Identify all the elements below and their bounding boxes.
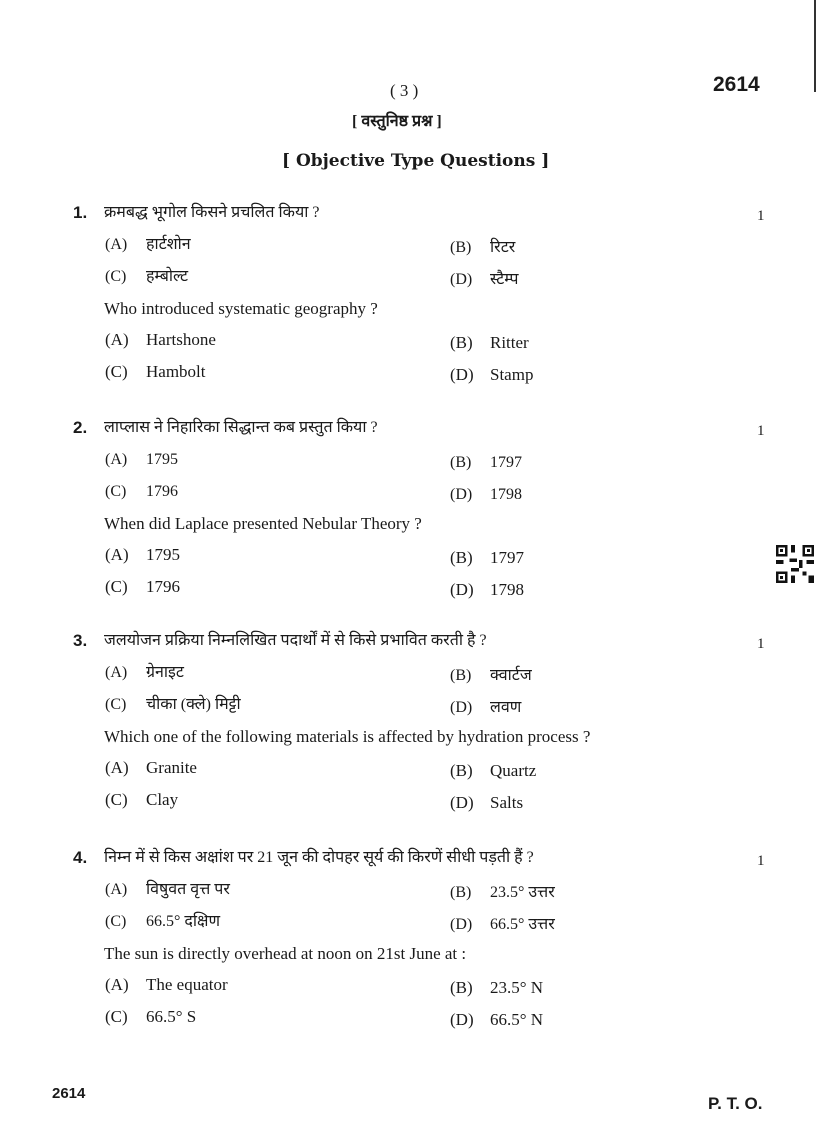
hindi-options-row (0, 695, 827, 717)
question-marks: 1 (757, 423, 765, 439)
option-label: (B) (450, 333, 473, 352)
hindi-options-row (0, 235, 827, 257)
option-text: 23.5° N (490, 978, 544, 997)
hindi-options-row (0, 267, 827, 289)
option-text: 66.5° N (490, 1010, 544, 1029)
hindi-options-row (0, 482, 827, 504)
option-text: Hambolt (146, 362, 206, 381)
question-number: 1. (73, 203, 88, 222)
option-text: लवण (490, 699, 522, 716)
question-hindi-row (0, 631, 827, 653)
hindi-options-row (0, 663, 827, 685)
option-text: Stamp (490, 365, 534, 384)
question-number: 3. (73, 631, 88, 650)
option-text: क्वार्टज (490, 667, 532, 684)
option-label: (D) (450, 1010, 474, 1029)
page-number: ( 3 ) (390, 81, 419, 100)
option-text: 1796 (146, 483, 178, 500)
option-text: Clay (146, 790, 179, 809)
question-text-hindi: जलयोजन प्रक्रिया निम्नलिखित पदार्थों में से किसे प्रभावित करती है ? (104, 632, 487, 649)
option-label: (A) (105, 236, 128, 253)
option-text: Hartshone (146, 330, 216, 349)
option-text: 66.5° S (146, 1007, 197, 1026)
option-label: (A) (105, 881, 128, 898)
question-marks: 1 (757, 208, 765, 224)
qr-code-icon (775, 545, 815, 583)
english-options-row (0, 975, 827, 997)
option-text: विषुवत वृत्त पर (146, 881, 230, 898)
question-hindi-row (0, 203, 827, 225)
option-text: 1798 (490, 486, 522, 503)
section-heading-hindi: [ वस्तुनिष्ठ प्रश्न ] (352, 113, 442, 130)
option-label: (C) (105, 577, 128, 596)
english-options-row (0, 577, 827, 599)
option-label: (A) (105, 451, 128, 468)
question-english-row (0, 299, 827, 321)
option-text: Granite (146, 758, 197, 777)
option-text: Ritter (490, 333, 529, 352)
option-text: 1795 (146, 451, 178, 468)
option-label: (D) (450, 793, 474, 812)
question-text-hindi: क्रमबद्ध भूगोल किसने प्रचलित किया ? (104, 204, 320, 221)
option-text: 1797 (490, 548, 524, 567)
option-text: हार्टशोन (146, 236, 191, 253)
scan-edge-line (814, 0, 816, 92)
option-label: (D) (450, 486, 473, 503)
please-turn-over: P. T. O. (708, 1094, 763, 1113)
english-options-row (0, 758, 827, 780)
paper-code: 2614 (713, 73, 760, 96)
option-text: 66.5° दक्षिण (146, 913, 221, 930)
option-label: (C) (105, 362, 128, 381)
option-label: (C) (105, 268, 127, 285)
english-options-row (0, 790, 827, 812)
option-text: The equator (146, 975, 228, 994)
question-text-english: Who introduced systematic geography ? (104, 299, 378, 318)
option-label: (B) (450, 454, 472, 471)
option-label: (A) (105, 664, 128, 681)
option-label: (C) (105, 696, 127, 713)
question-marks: 1 (757, 853, 765, 869)
question-english-row (0, 944, 827, 966)
option-label: (D) (450, 699, 473, 716)
question-marks: 1 (757, 636, 765, 652)
option-text: 1797 (490, 454, 522, 471)
question-english-row (0, 514, 827, 536)
english-options-row (0, 362, 827, 384)
option-label: (B) (450, 667, 472, 684)
option-label: (D) (450, 916, 473, 933)
option-label: (A) (105, 975, 129, 994)
option-text: 1798 (490, 580, 524, 599)
question-text-english: The sun is directly overhead at noon on 21st June at : (104, 944, 467, 963)
hindi-options-row (0, 912, 827, 934)
question-english-row (0, 727, 827, 749)
option-label: (A) (105, 758, 129, 777)
option-text: 1795 (146, 545, 180, 564)
option-label: (D) (450, 580, 474, 599)
option-label: (C) (105, 790, 128, 809)
option-label: (A) (105, 330, 129, 349)
option-text: Salts (490, 793, 524, 812)
question-text-english: Which one of the following materials is affected by hydration process ? (104, 727, 591, 746)
footer-paper-code: 2614 (52, 1085, 86, 1102)
option-label: (D) (450, 271, 473, 288)
option-label: (B) (450, 239, 472, 256)
section-heading-english: [ Objective Type Questions ] (282, 151, 550, 171)
question-number: 2. (73, 418, 88, 437)
option-label: (B) (450, 548, 473, 567)
option-label: (B) (450, 884, 472, 901)
question-number: 4. (73, 848, 88, 867)
option-text: ग्रेनाइट (146, 664, 184, 681)
option-text: रिटर (490, 239, 516, 256)
question-text-hindi: निम्न में से किस अक्षांश पर 21 जून की दोपहर सूर्य की किरणें सीधी पड़ती हैं ? (104, 849, 534, 866)
option-text: Quartz (490, 761, 537, 780)
question-hindi-row (0, 848, 827, 870)
option-text: 66.5° उत्तर (490, 916, 555, 933)
option-label: (C) (105, 1007, 128, 1026)
question-text-english: When did Laplace presented Nebular Theory ? (104, 514, 422, 533)
option-text: स्टैम्प (490, 271, 519, 288)
option-label: (B) (450, 761, 473, 780)
option-text: 1796 (146, 577, 180, 596)
option-label: (D) (450, 365, 474, 384)
option-label: (B) (450, 978, 473, 997)
option-label: (C) (105, 483, 127, 500)
english-options-row (0, 545, 827, 567)
question-text-hindi: लाप्लास ने निहारिका सिद्धान्त कब प्रस्तुत किया ? (104, 419, 378, 436)
option-label: (A) (105, 545, 129, 564)
option-text: चीका (क्ले) मिट्टी (146, 696, 241, 713)
option-label: (C) (105, 913, 127, 930)
hindi-options-row (0, 880, 827, 902)
hindi-options-row (0, 450, 827, 472)
option-text: हम्बोल्ट (146, 268, 189, 285)
question-hindi-row (0, 418, 827, 440)
english-options-row (0, 1007, 827, 1029)
english-options-row (0, 330, 827, 352)
option-text: 23.5° उत्तर (490, 884, 555, 901)
